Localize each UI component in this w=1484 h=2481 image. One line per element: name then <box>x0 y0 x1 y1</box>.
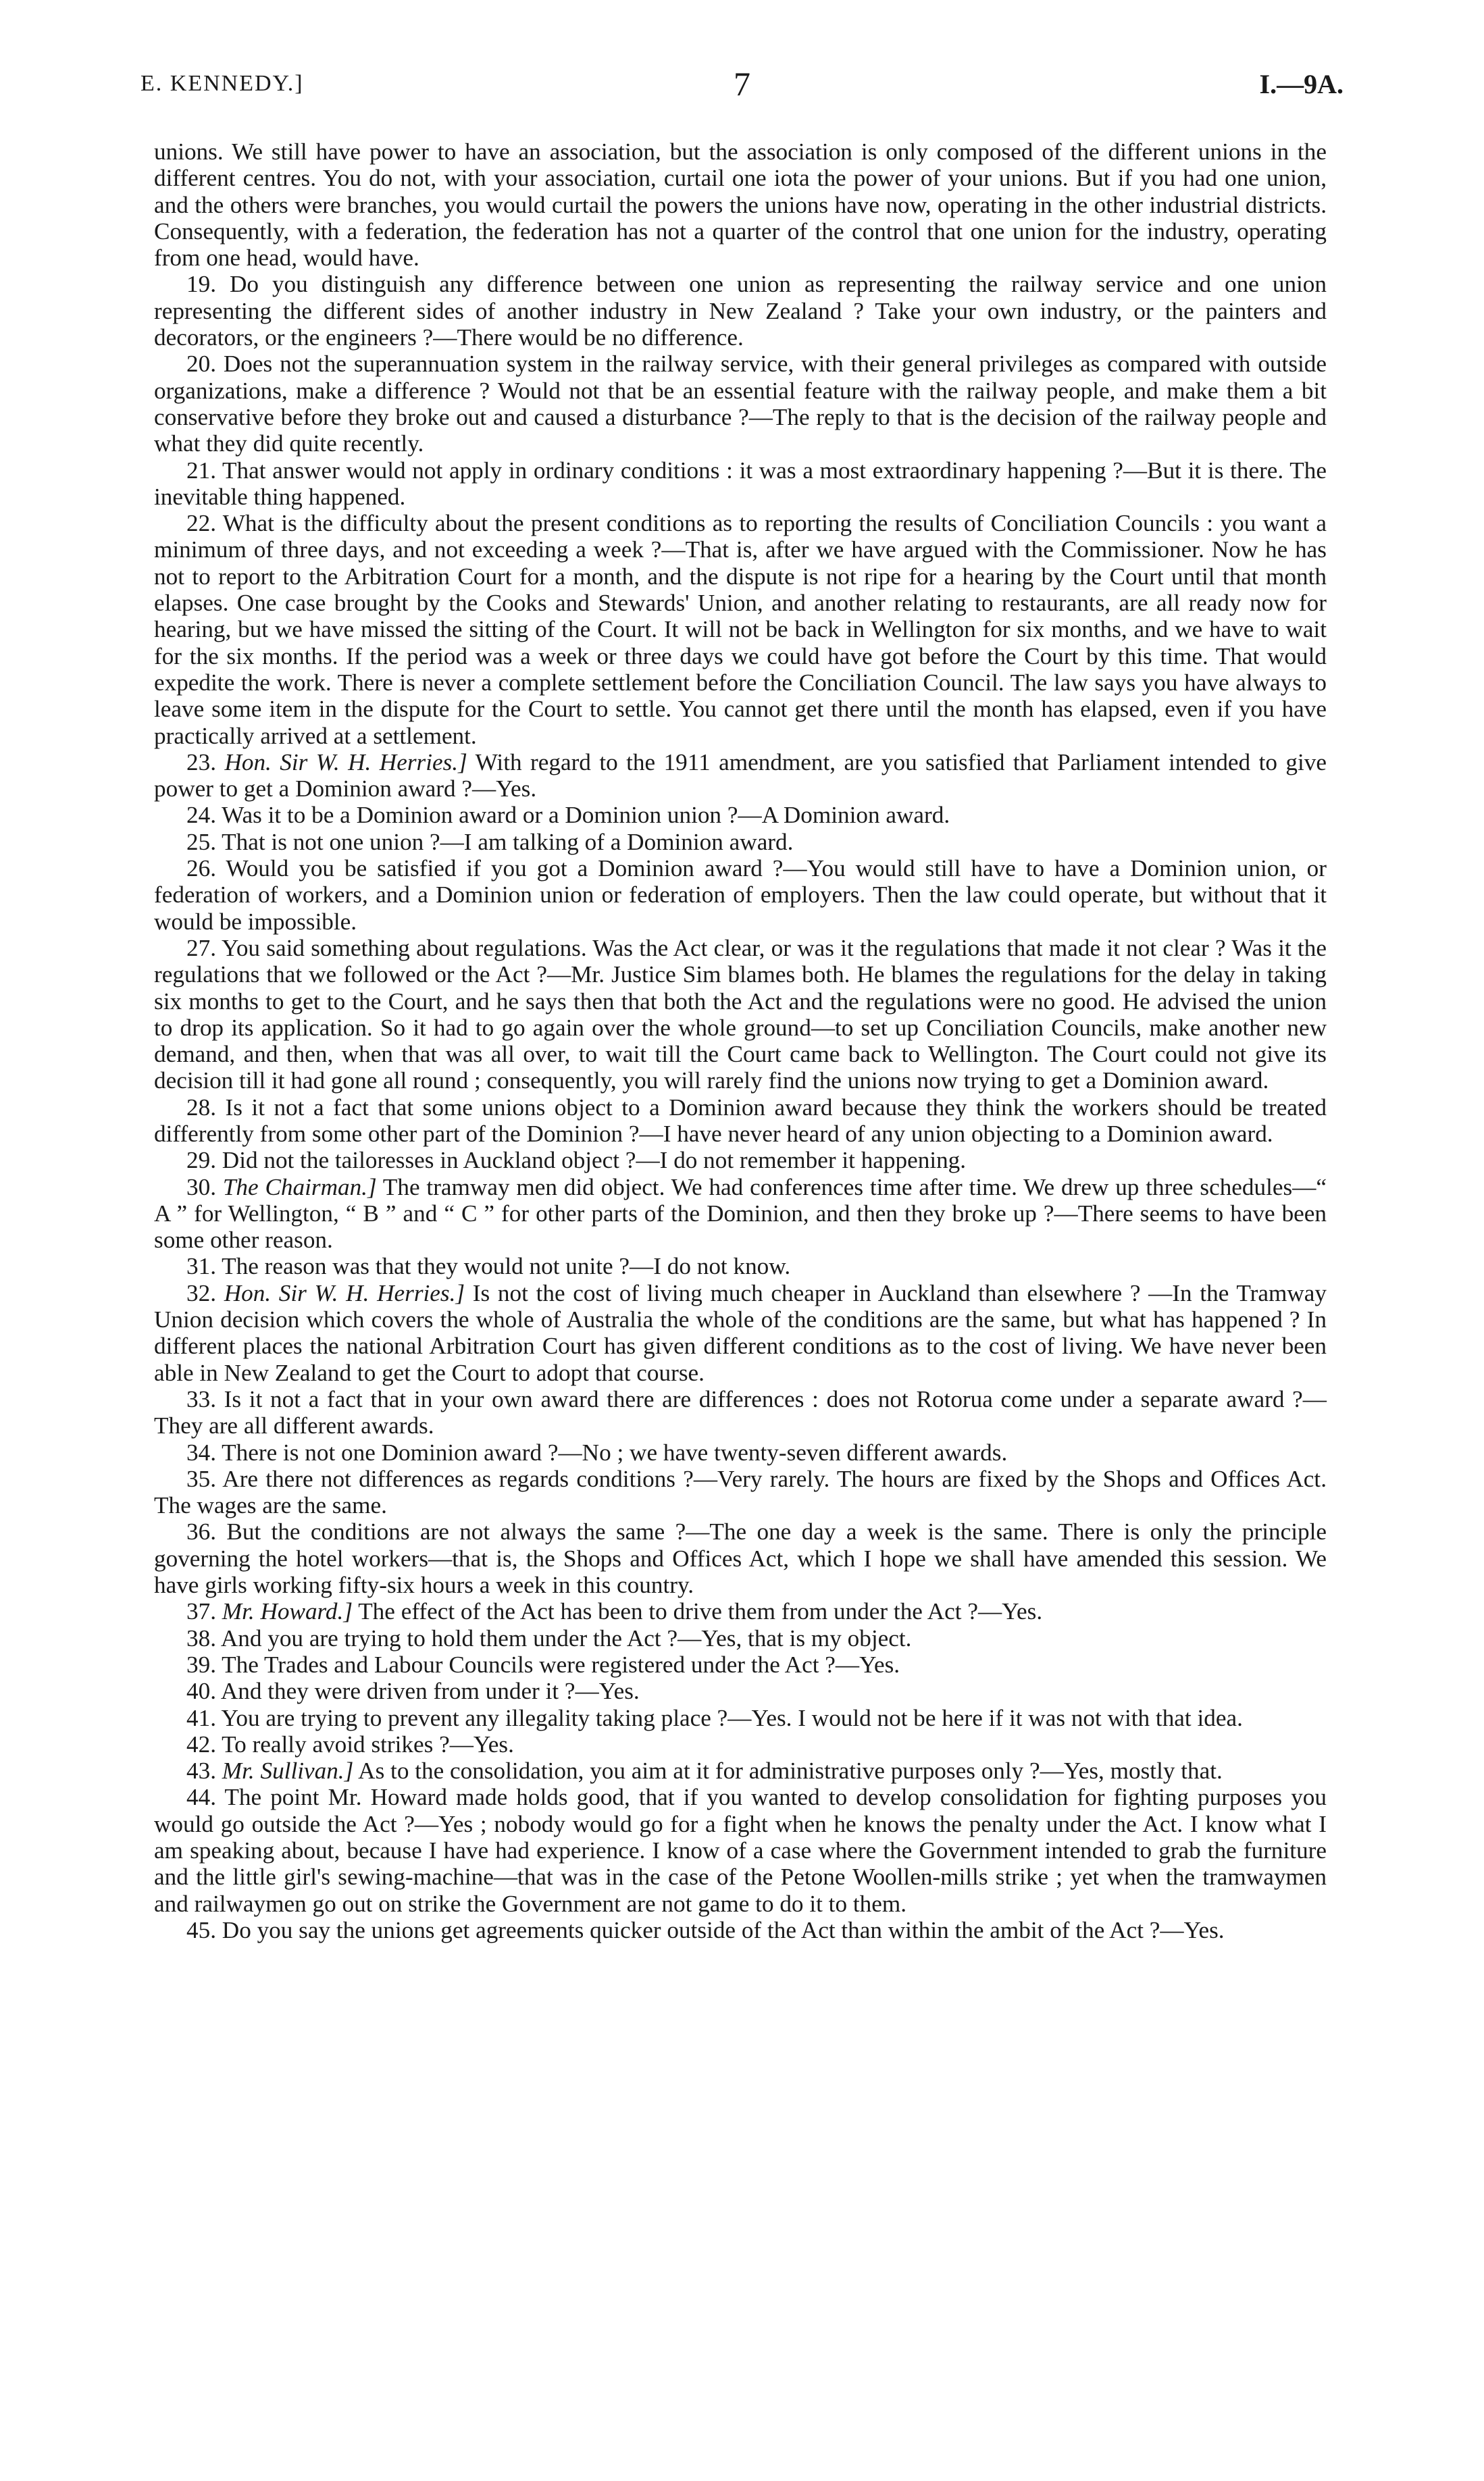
paragraph-text: 20. Does not the superannuation system in the railway service, with their general privileges as compared with outside organizations, make a difference ? Would not that be an essential feature with the railway people, and make them a bit conservative before they broke out and caused a disturbance ?—The reply to that is the decision of the railway people and what they did quite recently. <box>154 351 1327 457</box>
paragraph <box>154 351 1327 457</box>
question-number: 43. <box>186 1758 222 1785</box>
paragraph-text: 39. The Trades and Labour Councils were registered under the Act ?—Yes. <box>186 1651 900 1678</box>
question-number: 32. <box>186 1279 224 1306</box>
paragraph <box>154 1652 1327 1678</box>
speaker-name: The Chairman.] <box>222 1173 377 1200</box>
paragraph-text: Is not the cost of living much cheaper in Auckland than elsewhere ? —In the Tramway Union decision which covers the whole of Australia the whole of the conditions are the same, but what has happened ? In different places the national Arbitration Court has given different conditions as to the cost of living. We have never been able in New Zealand to get the Court to adopt that course. <box>154 1279 1327 1386</box>
paragraph <box>154 271 1327 351</box>
paragraph-text: 36. But the conditions are not always the same ?—The one day a week is the same. There is only the principle governing the hotel workers—that is, the Shops and Offices Act, which I hope we shall have amended this session. We have girls working fifty-six hours a week in this country. <box>154 1518 1327 1599</box>
question-number: 30. <box>186 1173 223 1200</box>
paragraph <box>154 510 1327 749</box>
paragraph-text: 31. The reason was that they would not unite ?—I do not know. <box>186 1253 791 1280</box>
paragraph <box>154 802 1327 828</box>
speaker-name: Mr. Howard.] <box>222 1598 353 1625</box>
paragraph <box>154 829 1327 855</box>
paragraph-text: 42. To really avoid strikes ?—Yes. <box>186 1731 514 1758</box>
paragraph-text: 19. Do you distinguish any difference between one union as representing the railway service and one union representing the different sides of another industry in New Zealand ? Take your own industry, or the painters and decorators, or the engineers ?—There would be no difference. <box>154 271 1327 351</box>
paragraph <box>154 1705 1327 1731</box>
paragraph-text: 35. Are there not differences as regards conditions ?—Very rarely. The hours are fixed by the Shops and Offices Act. The wages are the same. <box>154 1465 1327 1519</box>
paragraph <box>154 1439 1327 1466</box>
paragraph <box>154 1253 1327 1279</box>
paragraph-text: 21. That answer would not apply in ordinary conditions : it was a most extraordinary happening ?—But it is there. The inevitable thing happened. <box>154 457 1327 510</box>
paragraph-text: 26. Would you be satisfied if you got a Dominion award ?—You would still have to have a Dominion union, or federation of workers, and a Dominion union or federation of employers. Then the law could operate, but without that it would be impossible. <box>154 855 1327 935</box>
paragraph <box>154 1758 1327 1784</box>
paragraph <box>154 138 1327 271</box>
paragraph-text: 41. You are trying to prevent any illegality taking place ?—Yes. I would not be here if it was not with that idea. <box>186 1704 1243 1731</box>
page-number: 7 <box>734 65 750 103</box>
question-number: 23. <box>186 748 225 775</box>
speaker-name: Hon. Sir W. H. Herries.] <box>224 1279 465 1306</box>
paragraph <box>154 1917 1327 1943</box>
paragraph-text: As to the consolidation, you aim at it for administrative purposes only ?—Yes, mostly that. <box>353 1758 1223 1785</box>
paragraph <box>154 1784 1327 1916</box>
paragraph <box>154 1466 1327 1519</box>
speaker-name: Hon. Sir W. H. Herries.] <box>224 748 467 775</box>
question-number: 37. <box>186 1598 222 1625</box>
paragraph <box>154 1147 1327 1173</box>
paragraph <box>154 1731 1327 1758</box>
header-witness-name: E. KENNEDY.] <box>140 71 304 96</box>
paragraph-text: With regard to the 1911 amendment, are you satisfied that Parliament intended to give power to get a Dominion award ?—Yes. <box>154 748 1327 802</box>
paragraph-text: 45. Do you say the unions get agreements quicker outside of the Act than within the ambit of the Act ?—Yes. <box>186 1916 1225 1943</box>
paragraph-text: 28. Is it not a fact that some unions object to a Dominion award because they think the workers should be treated differently from some other part of the Dominion ?—I have never heard of any union objecting to a Dominion award. <box>154 1094 1327 1147</box>
paragraph-text: 27. You said something about regulations. Was the Act clear, or was it the regulations that made it not clear ? Was it the regulations that we followed or the Act ?—Mr. Justice Sim blames both. He blames the regulations for the delay in taking six months to get to the Court, and he says then that both the Act and the regulations were no good. He advised the union to drop its application. So it had to go again over the whole ground—to set up Conciliation Councils, make another new demand, and then, when that was all over, to wait till the Court came back to Wellington. The Court could not give its decision till it had gone all round ; consequently, you will rarely find the unions now trying to get a Dominion award. <box>154 934 1327 1094</box>
paragraph <box>154 1094 1327 1148</box>
paragraph-text: 34. There is not one Dominion award ?—No ; we have twenty-seven different awards. <box>186 1439 1008 1466</box>
speaker-name: Mr. Sullivan.] <box>222 1758 354 1785</box>
document-reference: I.—9A. <box>1259 69 1344 99</box>
paragraph <box>154 1598 1327 1625</box>
page-header <box>140 64 1344 118</box>
paragraph-text: The tramway men did object. We had conferences time after time. We drew up three schedules—“ A ” for Wellington, “ B ” and “ C ” for other parts of the Dominion, and then they broke up ?—There seems to have been some other reason. <box>154 1173 1327 1254</box>
paragraph-text: The effect of the Act has been to drive them from under the Act ?—Yes. <box>353 1598 1043 1625</box>
paragraph-text: 38. And you are trying to hold them under the Act ?—Yes, that is my object. <box>186 1625 912 1652</box>
paragraph <box>154 1678 1327 1704</box>
paragraph-text: 44. The point Mr. Howard made holds good, that if you wanted to develop consolidation for fighting purposes you would go outside the Act ?—Yes ; nobody would go for a fight when he knows the penalty under the Act. I know what I am speaking about, because I have had experience. I know of a case where the Government intended to grab the furniture and the little girl's sewing-machine—that was in the case of the Petone Woollen-mills strike ; yet when the tramwaymen and railwaymen go out on strike the Government are not game to do it to them. <box>154 1784 1327 1917</box>
document-body <box>154 138 1327 1943</box>
paragraph <box>154 935 1327 1094</box>
paragraph-text: 40. And they were driven from under it ?—Yes. <box>186 1678 640 1705</box>
paragraph <box>154 1386 1327 1439</box>
paragraph-text: 22. What is the difficulty about the present conditions as to reporting the results of Conciliation Councils : you want a minimum of three days, and not exceeding a week ?—That is, after we have argued with the Commissioner. Now he has not to report to the Arbitration Court for a month, and the dispute is not ripe for a hearing by the Court until that month elapses. One case brought by the Cooks and Stewards' Union, and another relating to restaurants, are all ready now for hearing, but we have missed the sitting of the Court. It will not be back in Wellington for six months, and we have to wait for the six months. If the period was a week or three days we could have got before the Court by this time. That would expedite the work. There is never a complete settlement before the Conciliation Council. The law says you have always to leave some item in the dispute for the Court to settle. You cannot get there until the month has elapsed, even if you have practically arrived at a settlement. <box>154 510 1327 749</box>
paragraph-text: 25. That is not one union ?—I am talking of a Dominion award. <box>186 828 794 855</box>
paragraph <box>154 1280 1327 1386</box>
paragraph-text: 29. Did not the tailoresses in Auckland object ?—I do not remember it happening. <box>186 1147 967 1174</box>
paragraph <box>154 1518 1327 1598</box>
paragraph <box>154 855 1327 935</box>
paragraph-text: unions. We still have power to have an association, but the association is only composed of the different unions in the different centres. You do not, with your association, curtail one iota the power of your unions. But if you had one union, and the others were branches, you would curtail the powers the unions have now, operating in the other industrial districts. Consequently, with a federation, the federation has not a quarter of the control that one union for the industry, operating from one head, would have. <box>154 138 1327 272</box>
paragraph <box>154 1174 1327 1254</box>
paragraph <box>154 749 1327 802</box>
paragraph <box>154 1625 1327 1652</box>
paragraph-text: 33. Is it not a fact that in your own award there are differences : does not Rotorua come under a separate award ?—They are all different awards. <box>154 1385 1327 1439</box>
paragraph <box>154 457 1327 511</box>
paragraph-text: 24. Was it to be a Dominion award or a Dominion union ?—A Dominion award. <box>186 802 950 829</box>
